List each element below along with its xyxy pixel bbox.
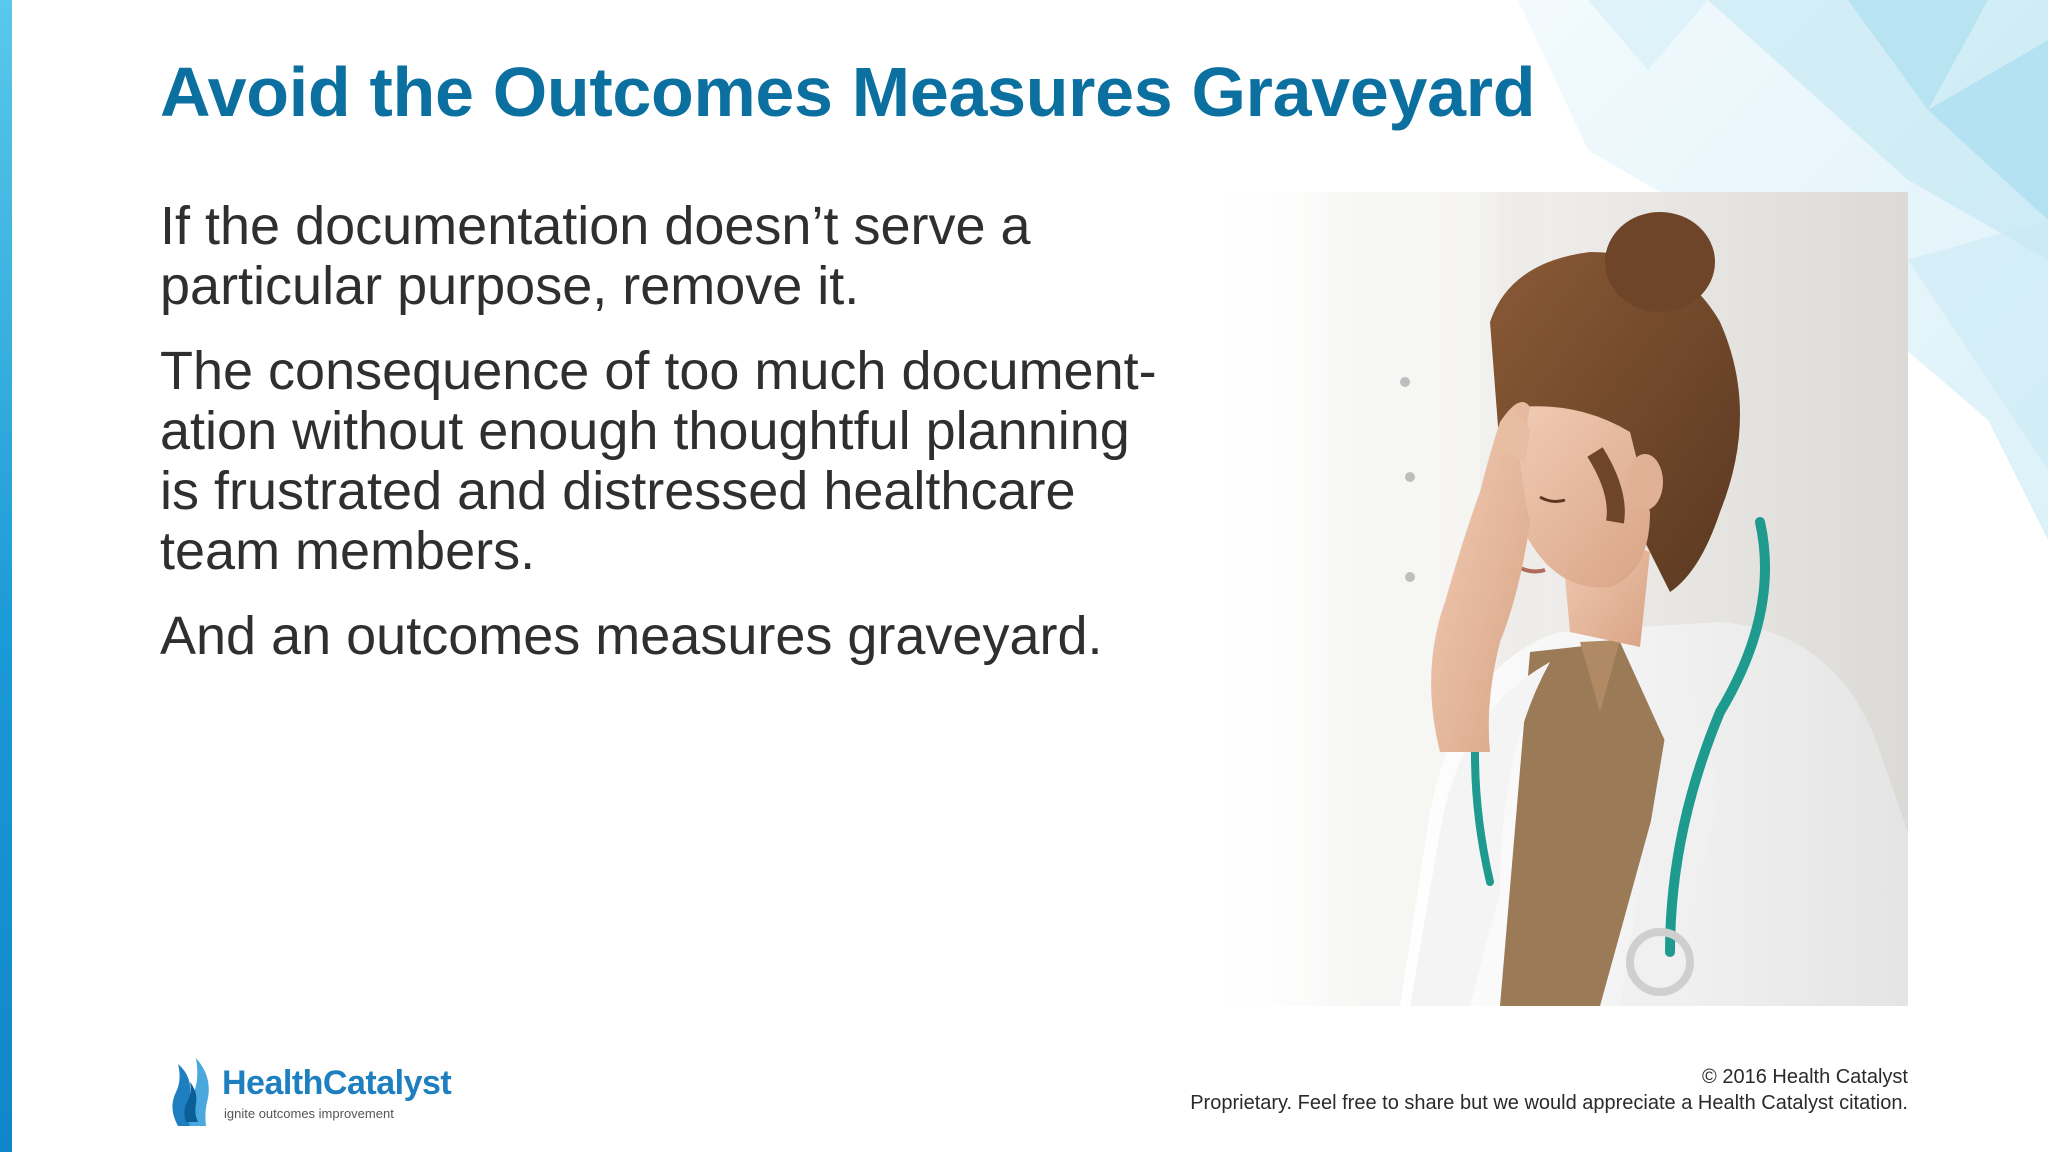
health-catalyst-logo [166,1050,466,1130]
logo-name-health: Health [222,1064,323,1102]
stressed-doctor-photo [1200,192,1908,1006]
slide-title: Avoid the Outcomes Measures Graveyard [160,53,1536,131]
body-paragraph-1: If the documentation doesn’t serve a particular purpose, remove it. [160,196,1031,316]
footer [1190,1064,1908,1116]
footer-copyright: © 2016 Health Catalyst [1702,1066,1908,1088]
flame-logo-icon [166,1052,214,1126]
logo-tagline: ignite outcomes improvement [224,1106,394,1121]
body-paragraph-2: The consequence of too much document-ation without enough thoughtful planning is frustrated and distressed healthcare team members. [160,341,1157,581]
logo-name-catalyst: Catalyst [322,1064,452,1102]
logo-wordmark [222,1064,451,1103]
left-accent-bar [0,0,12,1152]
body-paragraph-3: And an outcomes measures graveyard. [160,606,1103,666]
slide-body [160,196,1180,691]
footer-notice: Proprietary. Feel free to share but we would appreciate a Health Catalyst citation. [1190,1092,1908,1114]
